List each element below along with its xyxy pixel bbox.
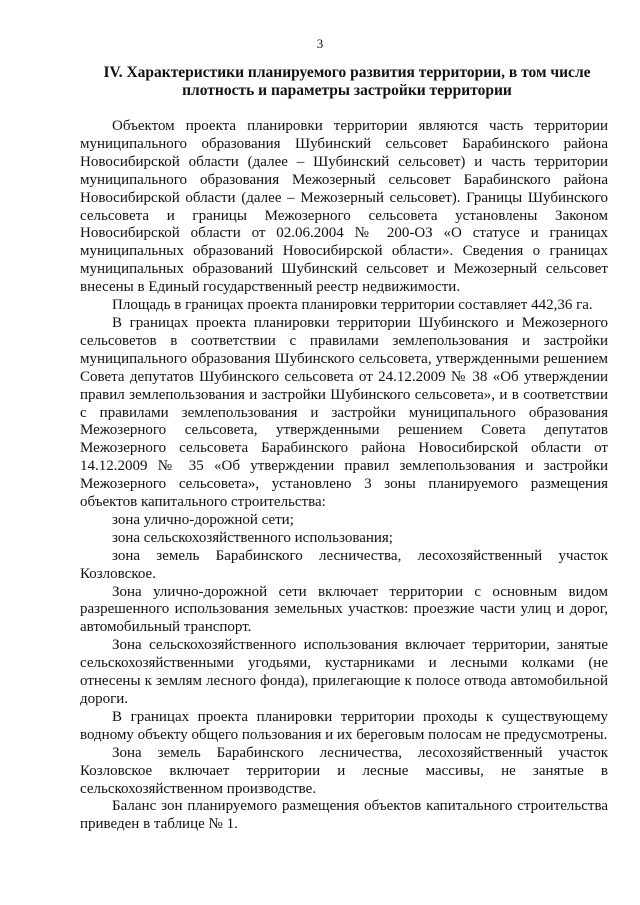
paragraph-balance-table: Баланс зон планируемого размещения объектов капитального строительства приведен в таблице № 1. [80, 798, 608, 833]
list-item-zone-agricultural: зона сельскохозяйственного использования; [112, 529, 393, 546]
section-heading-line-2: плотность и параметры застройки территории [182, 82, 512, 99]
paragraph-agricultural-zone: Зона сельскохозяйственного использования включает территории, занятые сельскохозяйственными угодьями, кустарниками и лесными колками (не отнесены к землям лесного фонда), прилегающие к полосе отвода автомобильной дороги. [80, 637, 608, 707]
document-body [80, 118, 608, 834]
section-heading [85, 64, 609, 100]
paragraph-planning-object: Объектом проекта планировки территории являются часть территории муниципального образования Шубинский сельсовет Барабинского района Новосибирской области (далее – Шубинский сельсовет) и часть территории муниципального образования Межозерный сельсовет Барабинского района Новосибирской области (далее – Межозерный сельсовет). Границы Шубинского сельсовета и границы Межозерного сельсовета установлены Законом Новосибирской области от 02.06.2004 № 200-ОЗ «О статусе и границах муниципальных образований Новосибирской области». Сведения о границах муниципальных образований Шубинский сельсовет и Межозерный сельсовет внесены в Единый государственный реестр недвижимости. [80, 118, 608, 296]
paragraph-zoning-rules: В границах проекта планировки территории Шубинского и Межозерного сельсоветов в соответствии с правилами землепользования и застройки муниципального образования Шубинского сельсовета, утвержденными решением Совета депутатов Шубинского сельсовета от 24.12.2009 № 38 «Об утверждении правил землепользования и застройки Шубинского сельсовета», и в соответствии с правилами землепользования и застройки муниципального образования Межозерного сельсовета, утвержденными решением Совета депутатов Межозерного сельсовета Барабинского района Новосибирской области от 14.12.2009 № 35 «Об утверждении правил землепользования и застройки Межозерного сельсовета», установлено 3 зоны планируемого размещения объектов капитального строительства: [80, 314, 608, 511]
section-heading-line-1: IV. Характеристики планируемого развития территории, в том числе [103, 64, 591, 81]
list-item-zone-road: зона улично-дорожной сети; [112, 511, 294, 528]
paragraph-road-zone: Зона улично-дорожной сети включает территории с основным видом разрешенного использования земельных участков: проезжие части улиц и дорог, автомобильный транспорт. [80, 583, 608, 636]
list-item-zone-forestry: зона земель Барабинского лесничества, лесохозяйственный участок Козловское. [80, 547, 608, 582]
paragraph-forestry-zone: Зона земель Барабинского лесничества, лесохозяйственный участок Козловское включает территории и лесные массивы, не занятые в сельскохозяйственном производстве. [80, 744, 608, 797]
paragraph-area: Площадь в границах проекта планировки территории составляет 442,36 га. [112, 297, 593, 314]
paragraph-water-access: В границах проекта планировки территории проходы к существующему водному объекту общего пользования и их береговым полосам не предусмотрены. [80, 708, 608, 743]
page-number: 3 [316, 36, 324, 51]
